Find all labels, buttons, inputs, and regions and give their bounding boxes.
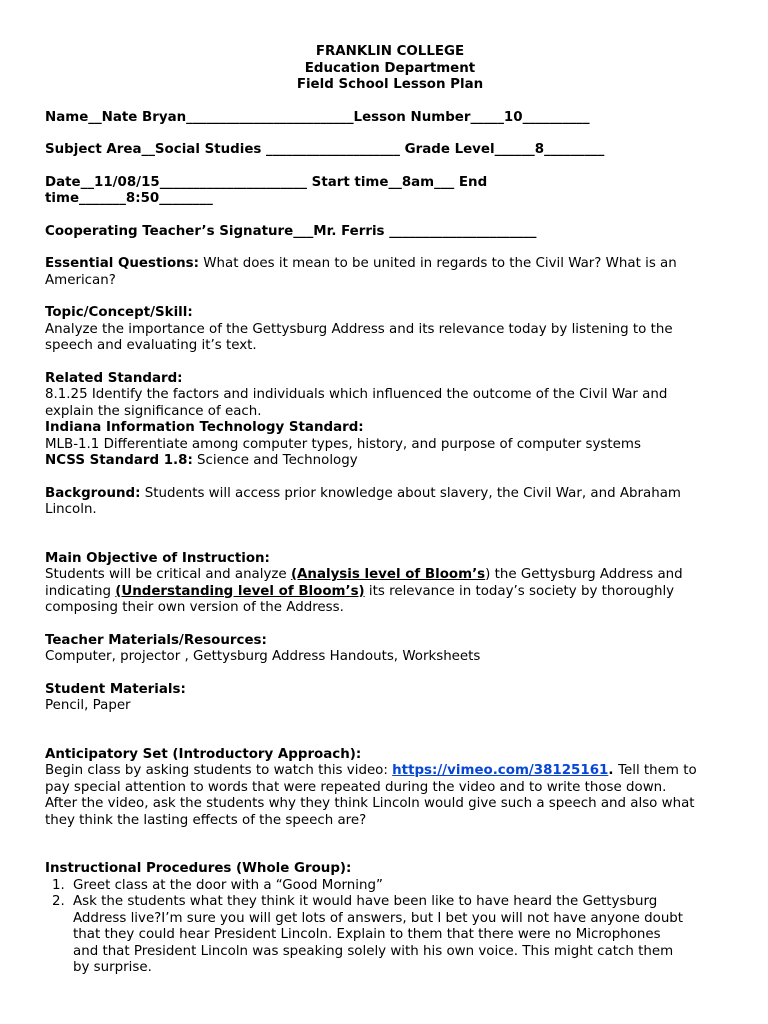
objective-text-part: indicating xyxy=(45,583,116,599)
college-name: FRANKLIN COLLEGE xyxy=(315,44,465,59)
student-materials-label: Student Materials: xyxy=(45,681,186,697)
anticipatory-text-part: Begin class by asking students to watch this video: xyxy=(45,763,393,778)
topic-text-1: Analyze the importance of the Gettysburg Address and its relevance today by listening to the xyxy=(45,321,673,337)
anticipatory-text-part: . xyxy=(608,763,619,778)
student-materials-text: Pencil, Paper xyxy=(45,698,131,713)
list-item xyxy=(69,894,735,977)
anticipatory-text-3: After the video, ask the students why they think Lincoln would give such a speech and also what xyxy=(45,796,695,811)
objective-label: Main Objective of Instruction: xyxy=(45,550,270,566)
date-time-field: Date__11/08/15______________________ Start time__8am___ End xyxy=(45,174,488,190)
procedures-label: Instructional Procedures (Whole Group): xyxy=(45,861,352,876)
list-item-line: Address live?I’m sure you will get lots of answers, but I bet you will not have anyone doubt xyxy=(73,910,684,926)
anticipatory-set-label: Anticipatory Set (Introductory Approach): xyxy=(45,746,362,762)
background-text: Students will access prior knowledge about slavery, the Civil War, and Abraham xyxy=(140,485,681,501)
objective-text-part: ) the Gettysburg Address and xyxy=(485,567,683,582)
signature-field: Cooperating Teacher’s Signature___Mr. Ferris ______________________ xyxy=(45,223,537,239)
name-lesson-field: Name__Nate Bryan_________________________Lesson Number_____10__________ xyxy=(45,109,590,125)
list-item xyxy=(69,878,735,895)
indiana-standard-label: Indiana Information Technology Standard: xyxy=(45,420,364,435)
teacher-materials-text: Computer, projector , Gettysburg Address Handouts, Worksheets xyxy=(45,649,481,664)
lesson-plan-document xyxy=(45,44,735,977)
subject-grade-field: Subject Area__Social Studies ____________________ Grade Level______8_________ xyxy=(45,142,605,157)
list-item-line: that they could hear President Lincoln. Explain to them that there were no Microphones xyxy=(73,927,661,942)
ncss-standard-text: Science and Technology xyxy=(192,453,358,468)
background-cont: Lincoln. xyxy=(45,502,97,517)
anticipatory-text-2: pay special attention to words that were repeated during the video and to write those down. xyxy=(45,779,667,795)
procedures-list xyxy=(45,878,735,977)
department-name: Education Department xyxy=(304,60,476,76)
essential-questions xyxy=(45,256,735,273)
essential-questions-cont: American? xyxy=(45,272,116,288)
related-standard-text-1: 8.1.25 Identify the factors and individuals which influenced the outcome of the Civil War and xyxy=(45,387,668,402)
related-standard-text-2: explain the significance of each. xyxy=(45,403,262,419)
list-item-line: by surprise. xyxy=(73,960,152,975)
objective-text-part: Students will be critical and analyze xyxy=(45,567,291,582)
list-item-line: 1. Greet class at the door with a “Good Morning” xyxy=(73,877,383,893)
indiana-standard-text: MLB-1.1 Differentiate among computer types, history, and purpose of computer systems xyxy=(45,436,641,452)
objective-text-3: composing their own version of the Address. xyxy=(45,600,344,615)
anticipatory-text-4: they think the lasting effects of the speech are? xyxy=(45,812,367,828)
ncss-standard xyxy=(45,453,735,470)
document-header xyxy=(45,44,735,94)
anticipatory-text-part: Tell them to xyxy=(618,763,697,778)
video-link[interactable]: https://vimeo.com/38125161 xyxy=(392,763,609,778)
list-item-line: and that President Lincoln was speaking solely with his own voice. This might catch them xyxy=(73,943,674,959)
list-item-line: 2. Ask the students what they think it would have been like to have heard the Gettysburg xyxy=(73,894,658,909)
objective-text-part: its relevance in today’s society by thoroughly xyxy=(364,583,675,599)
related-standard-label: Related Standard: xyxy=(45,370,183,386)
background-label: Background: xyxy=(45,485,141,501)
document-title: Field School Lesson Plan xyxy=(296,77,484,92)
teacher-materials-label: Teacher Materials/Resources: xyxy=(45,632,267,648)
ncss-standard-label: NCSS Standard 1.8: xyxy=(45,453,193,468)
analysis-level-text: (Analysis level of Bloom’s xyxy=(290,567,486,582)
topic-text-2: speech and evaluating it’s text. xyxy=(45,338,257,353)
end-time-field: time_______8:50________ xyxy=(45,191,213,206)
topic-label: Topic/Concept/Skill: xyxy=(45,305,193,320)
essential-questions-label: Essential Questions: xyxy=(45,256,199,271)
anticipatory-text-1 xyxy=(45,763,735,780)
background xyxy=(45,486,735,503)
objective-text-1 xyxy=(45,567,735,584)
understanding-level-text: (Understanding level of Bloom’s) xyxy=(115,583,365,599)
objective-text-2 xyxy=(45,584,735,601)
essential-questions-text: What does it mean to be united in regards to the Civil War? What is an xyxy=(199,256,677,271)
